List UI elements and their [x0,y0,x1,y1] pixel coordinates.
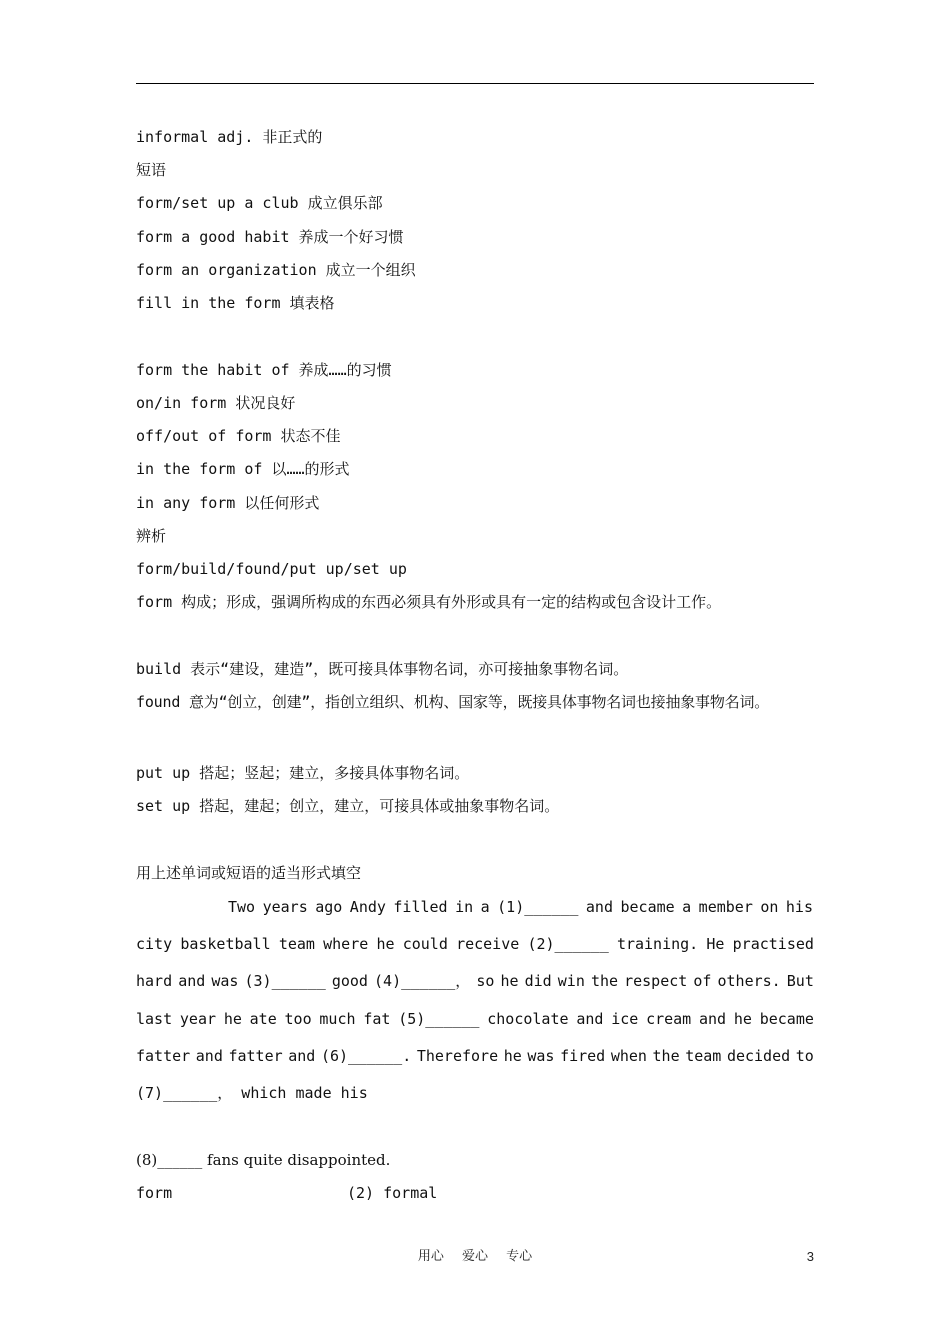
word: last [136,1010,173,1028]
answer-1: form [136,1184,173,1202]
word: hard [136,972,173,990]
text-line: in the form of 以……的形式 [136,460,350,478]
word: decided [726,1047,791,1065]
word: fat [363,1010,391,1028]
blank-3: (3)______ [244,972,326,990]
header-rule [136,83,814,84]
word: the [590,972,619,990]
section-heading-analysis: 辨析 [136,527,167,545]
passage-line-4 [136,1009,814,1029]
word: was [527,1047,555,1065]
word: city [136,935,173,953]
word: he [500,972,519,990]
text-line: informal adj. 非正式的 [136,128,323,146]
word: ate [249,1010,277,1028]
word: much [319,1010,356,1028]
word: and [195,1047,223,1065]
word: win [557,972,585,990]
word: a [682,898,692,916]
text-line: build 表示“建设，建造”，既可接具体事物名词，亦可接抽象事物名词。 [136,660,629,678]
text-line: form/set up a club 成立俱乐部 [136,194,383,212]
passage-line-1 [228,897,813,917]
blank-4: (4)______， [374,972,471,990]
word: years [262,898,308,916]
word: member [698,898,753,916]
word: and [585,898,613,916]
text-line: off/out of form 状态不佳 [136,427,341,445]
word: fatter [228,1047,283,1065]
word: others. [717,972,781,990]
section-heading-phrases: 短语 [136,161,167,179]
text-line: form 构成；形成，强调所构成的东西必须具有外形或具有一定的结构或包含设计工作。 [136,593,722,611]
word: when [610,1047,647,1065]
word: did [524,972,552,990]
word: too [284,1010,312,1028]
word: year [179,1010,217,1028]
answer-2: (2) formal [347,1184,438,1202]
word: Two [228,898,256,916]
blank-2: (2)______ [527,935,609,953]
exercise-instruction: 用上述单词或短语的适当形式填空 [136,864,362,882]
word: filled [393,898,448,916]
word: could [402,935,448,953]
word: fatter [136,1047,191,1065]
page-number: 3 [806,1249,814,1264]
word: But [786,972,814,990]
word: became [759,1010,814,1028]
passage-line-2 [136,934,814,954]
word: good [331,972,368,990]
text-line: form the habit of 养成……的习惯 [136,361,392,379]
word: cream [646,1010,692,1028]
word: was [211,972,239,990]
word: on [760,898,779,916]
passage-line-6: (7)______， which made his [136,1084,368,1102]
passage-line-3 [136,971,814,991]
word: and [699,1010,727,1028]
word: and [178,972,206,990]
text-line: set up 搭起，建起；创立，建立，可接具体或抽象事物名词。 [136,797,560,815]
passage-line-7: (8)______ fans quite disappointed. [136,1151,391,1169]
blank-5: (5)______ [398,1010,480,1028]
text-line: fill in the form 填表格 [136,294,335,312]
text-line: form/build/found/put up/set up [136,560,407,578]
word: chocolate [487,1010,569,1028]
word: fired [560,1047,606,1065]
word: He [706,935,725,953]
word: the [652,1047,680,1065]
word: ice [611,1010,639,1028]
word: receive [456,935,520,953]
word: basketball [180,935,271,953]
word: to [795,1047,814,1065]
text-line: form an organization 成立一个组织 [136,261,416,279]
word: training. [616,935,699,953]
word: respect [624,972,688,990]
footer-motto: 用心 爱心 专心 [417,1249,533,1264]
word: he [376,935,395,953]
text-line: in any form 以任何形式 [136,494,320,512]
word: where [323,935,369,953]
text-line: found 意为“创立，创建”，指创立组织、机构、国家等，既接具体事物名词也接抽象事物名词。 [136,693,770,711]
word: ago [315,898,343,916]
word: in [455,898,474,916]
word: team [685,1047,722,1065]
text-line: form a good habit 养成一个好习惯 [136,228,404,246]
word: so [476,972,495,990]
word: and [576,1010,604,1028]
text-line: on/in form 状况良好 [136,394,296,412]
word: he [733,1010,752,1028]
word: and [288,1047,316,1065]
word: Therefore [416,1047,499,1065]
word: he [223,1010,242,1028]
word: practised [732,935,814,953]
word: Andy [349,898,386,916]
blank-6: (6)______. [320,1047,412,1065]
word: his [785,898,813,916]
word: became [620,898,675,916]
word: he [503,1047,522,1065]
word: team [278,935,315,953]
word: a [480,898,490,916]
blank-1: (1)______ [497,898,579,916]
text-line: put up 搭起；竖起；建立，多接具体事物名词。 [136,764,470,782]
word: of [693,972,712,990]
passage-line-5 [136,1046,814,1066]
